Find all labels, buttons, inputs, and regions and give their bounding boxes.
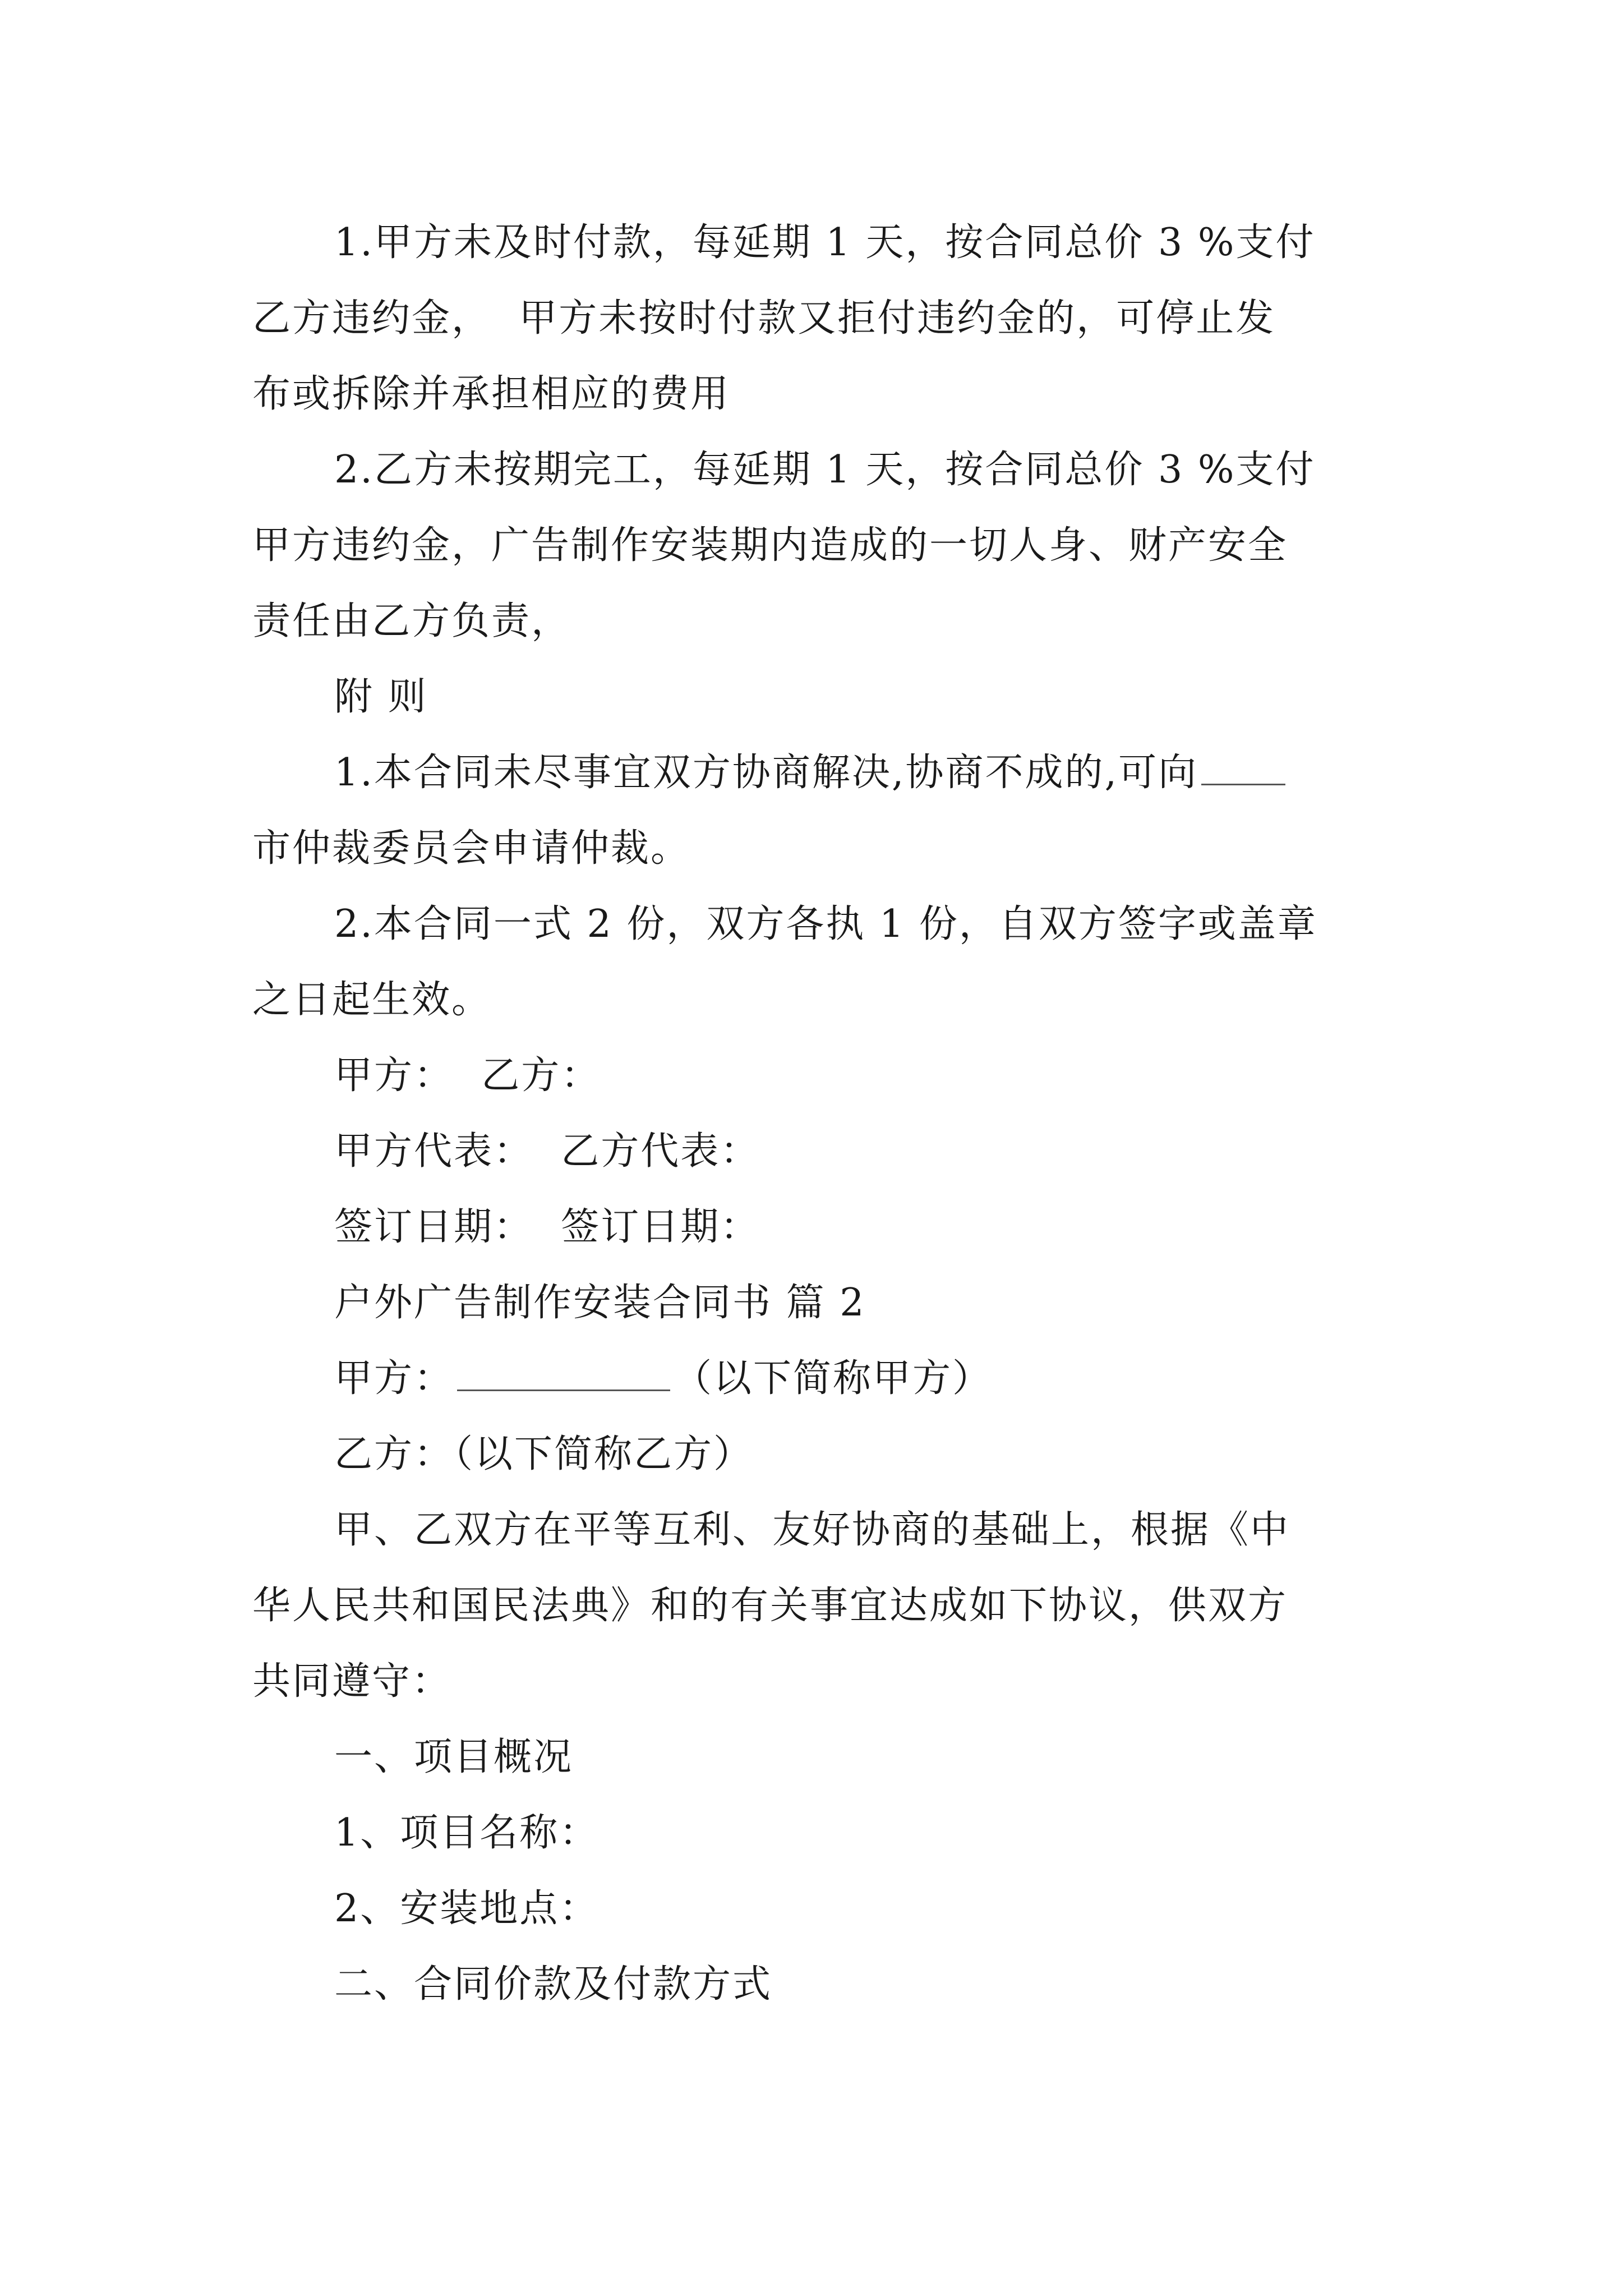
section-heading-project-overview: 一、项目概况 bbox=[334, 1735, 574, 1779]
clause-1-line-2: 乙方违约金， 甲方未按时付款又拒付违约金的，可停止发 bbox=[252, 296, 1276, 341]
party-a-blank bbox=[457, 1360, 670, 1391]
appendix-2-line-1: 2.本合同一式 2 份，双方各执 1 份，自双方签字或盖章 bbox=[334, 902, 1317, 946]
appendix-1-line-2: 市仲裁委员会申请仲裁。 bbox=[252, 826, 691, 871]
section-heading-appendix: 附 则 bbox=[334, 675, 428, 719]
party-a-abbrev: （以下简称甲方） bbox=[674, 1356, 993, 1401]
signature-representatives: 甲方代表： 乙方代表： bbox=[334, 1129, 760, 1174]
signature-parties: 甲方： 乙方： bbox=[334, 1053, 601, 1098]
clause-1-line-3: 布或拆除并承担相应的费用 bbox=[252, 372, 731, 416]
contract-title-part-2: 户外广告制作安装合同书 篇 2 bbox=[334, 1281, 866, 1325]
preamble-line-1: 甲、乙双方在平等互利、友好协商的基础上，根据《中 bbox=[334, 1508, 1290, 1552]
city-blank bbox=[1201, 754, 1285, 785]
preamble-line-2: 华人民共和国民法典》和的有关事宜达成如下协议，供双方 bbox=[252, 1584, 1288, 1628]
clause-2-line-2: 甲方违约金，广告制作安装期内造成的一切人身、财产安全 bbox=[252, 523, 1288, 568]
party-a-label: 甲方： bbox=[334, 1356, 454, 1401]
party-a-line bbox=[334, 1354, 992, 1404]
party-b-line: 乙方：（以下简称乙方） bbox=[334, 1432, 754, 1476]
signature-dates: 签订日期： 签订日期： bbox=[334, 1205, 760, 1249]
section-heading-price-payment: 二、合同价款及付款方式 bbox=[334, 1962, 773, 2007]
project-name-item: 1、项目名称： bbox=[334, 1811, 600, 1855]
appendix-2-line-2: 之日起生效。 bbox=[252, 978, 492, 1022]
clause-2-line-3: 责任由乙方负责， bbox=[252, 599, 571, 643]
clause-2-line-1: 2.乙方未按期完工，每延期 1 天，按合同总价 3 %支付 bbox=[334, 448, 1316, 492]
appendix-1-line-1 bbox=[334, 748, 1289, 798]
install-location-item: 2、安装地点： bbox=[334, 1887, 600, 1931]
clause-1-line-1: 1.甲方未及时付款，每延期 1 天，按合同总价 3 %支付 bbox=[334, 220, 1316, 265]
preamble-line-3: 共同遵守： bbox=[252, 1659, 452, 1704]
appendix-1-text: 1.本合同未尽事宜双方协商解决,协商不成的,可向 bbox=[334, 751, 1198, 795]
